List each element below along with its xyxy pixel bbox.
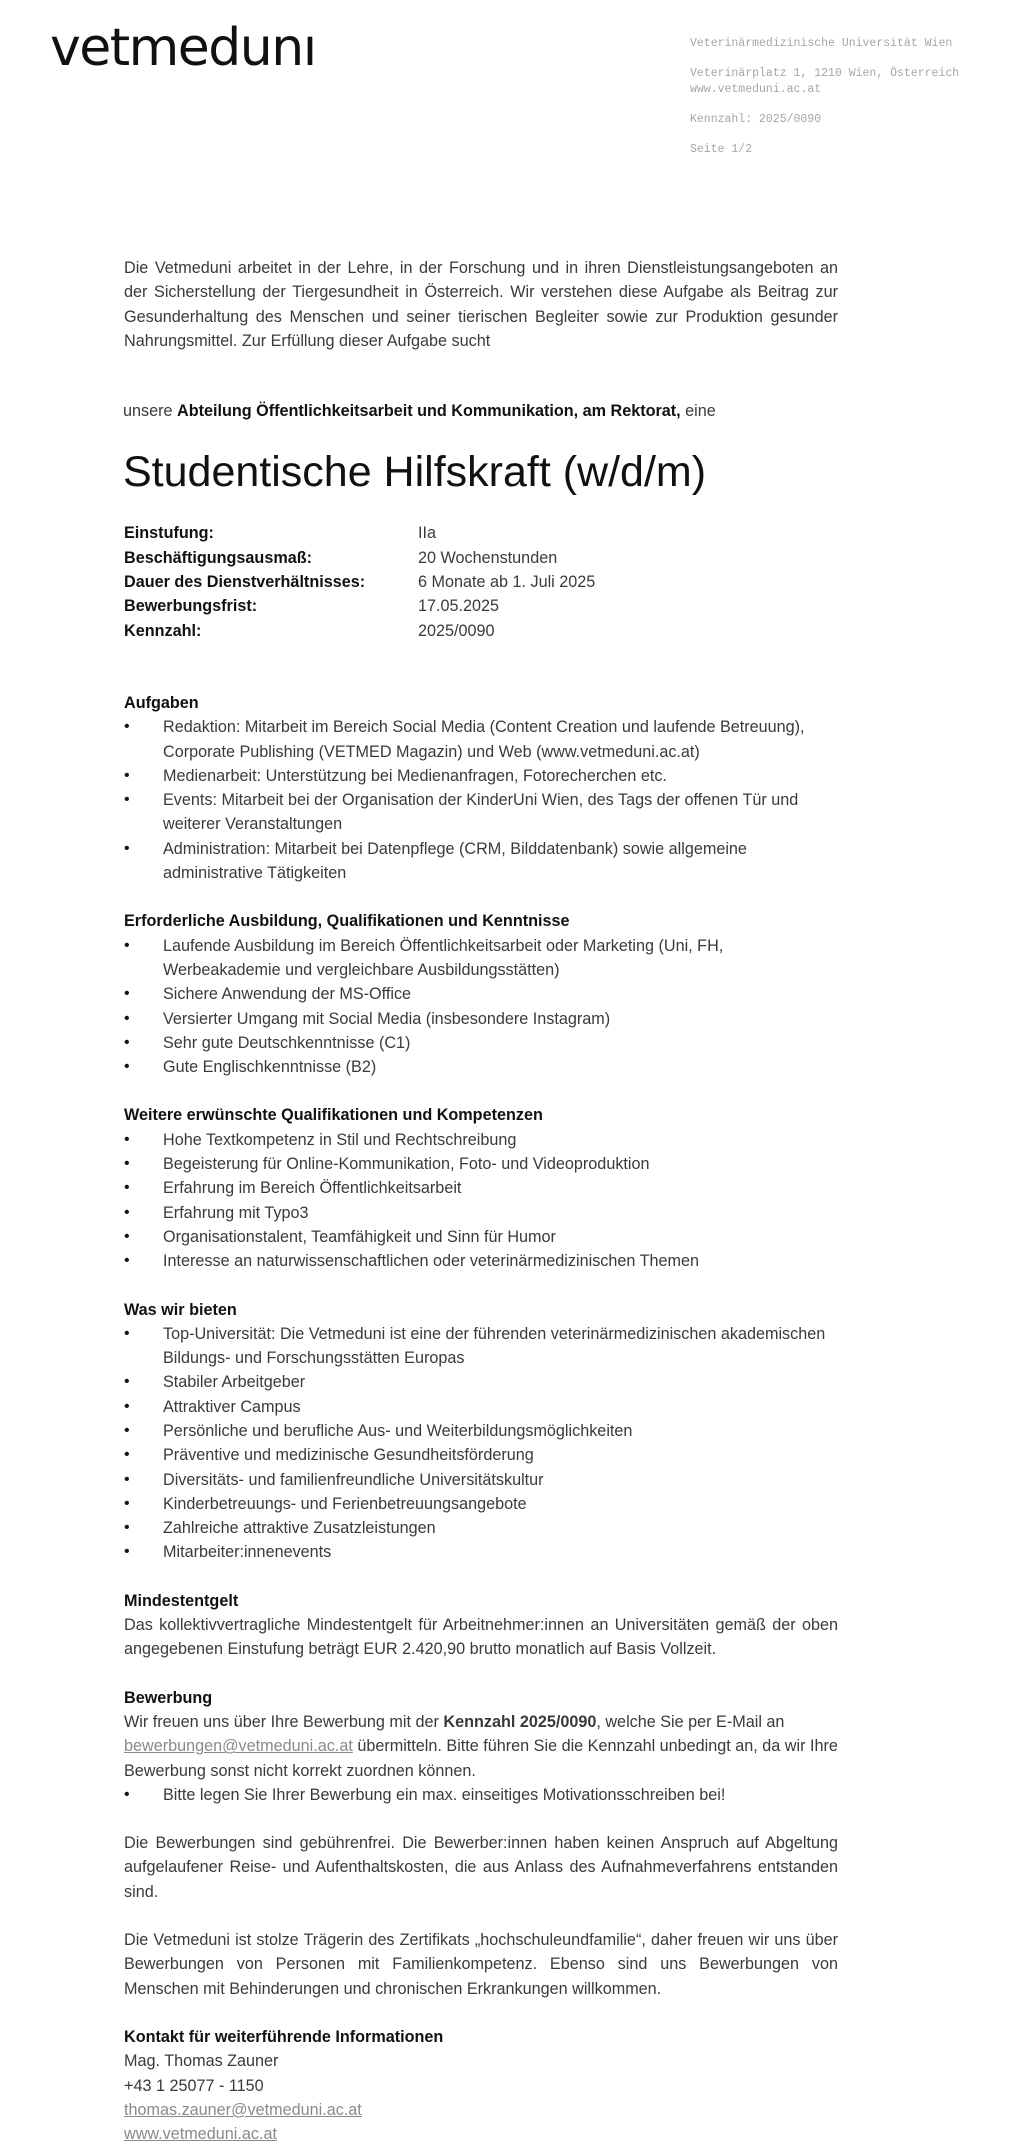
list-item: • Versierter Umgang mit Social Media (insbesondere Instagram)	[124, 1007, 838, 1031]
department-suffix: eine	[680, 402, 716, 421]
section-bieten	[124, 1298, 838, 1565]
fact-row	[124, 521, 838, 545]
list-item: • Persönliche und berufliche Aus- und Weiterbildungsmöglichkeiten	[124, 1419, 838, 1443]
fact-value: 2025/0090	[418, 621, 495, 640]
list-item: • Sehr gute Deutschkenntnisse (C1)	[124, 1031, 838, 1055]
list-item: • Sichere Anwendung der MS-Office	[124, 982, 838, 1006]
application-text-part: übermitteln. Bitte führen Sie die Kennzahl unbedingt an, da wir Ihre Bewerbung sonst nicht korrekt zuordnen können.	[124, 1737, 838, 1780]
list-item: • Präventive und medizinische Gesundheitsförderung	[124, 1443, 838, 1467]
fact-value: IIa	[418, 524, 436, 543]
list-item: • Hohe Textkompetenz in Stil und Rechtschreibung	[124, 1128, 838, 1152]
department-prefix: unsere	[123, 402, 177, 421]
institution-address: Veterinärplatz 1, 1210 Wien, Österreich	[690, 67, 960, 80]
section-bewerbung	[124, 1686, 838, 2001]
list-item: • Zahlreiche attraktive Zusatzleistungen	[124, 1516, 838, 1540]
fact-value: 20 Wochenstunden	[418, 548, 558, 567]
list-item: • Erfahrung mit Typo3	[124, 1201, 838, 1225]
department-name: Abteilung Öffentlichkeitsarbeit und Kommunikation, am Rektorat,	[177, 402, 681, 421]
benefits-list	[124, 1322, 838, 1565]
section-erwuenscht	[124, 1103, 838, 1273]
desired-qualifications-list	[124, 1128, 838, 1274]
institution-website: www.vetmeduni.ac.at	[690, 83, 822, 96]
contact-name: Mag. Thomas Zauner	[124, 2052, 279, 2071]
section-title: Erforderliche Ausbildung, Qualifikationen und Kenntnisse	[124, 912, 570, 931]
list-item: • Erfahrung im Bereich Öffentlichkeitsarbeit	[124, 1176, 838, 1200]
list-item: • Diversitäts- und familienfreundliche Universitätskultur	[124, 1468, 838, 1492]
list-item: • Top-Universität: Die Vetmeduni ist eine der führenden veterinärmedizinischen akademischen Bildungs- und Forschungsstätten Europas	[124, 1322, 838, 1371]
section-title: Bewerbung	[124, 1688, 213, 1707]
contact-email-link[interactable]: thomas.zauner@vetmeduni.ac.at	[124, 2100, 362, 2119]
job-facts	[124, 521, 838, 642]
section-erforderlich	[124, 909, 838, 1079]
list-item: • Gute Englischkenntnisse (B2)	[124, 1055, 838, 1079]
task-list	[124, 715, 838, 885]
page-number: Seite 1/2	[690, 143, 753, 156]
intro-paragraph: Die Vetmeduni arbeitet in der Lehre, in der Forschung und in ihren Dienstleistungsangeboten an der Sicherstellung der Tiergesundheit in Österreich. Wir verstehen diese Aufgabe als Beitrag zur Gesunderhaltung des Menschen und seiner tierischen Begleiter sowie zur Produktion gesunder Nahrungsmittel. Zur Erfüllung dieser Aufgabe sucht	[124, 259, 838, 350]
fact-label: Einstufung:	[124, 524, 214, 543]
list-item: • Redaktion: Mitarbeit im Bereich Social Media (Content Creation und laufende Betreuung), Corporate Publishing (VETMED Magazin) und Web (www.vetmeduni.ac.at)	[124, 715, 838, 764]
list-item: • Events: Mitarbeit bei der Organisation der KinderUni Wien, des Tags der offenen Tür und weiterer Veranstaltungen	[124, 788, 838, 837]
list-item: • Organisationstalent, Teamfähigkeit und Sinn für Humor	[124, 1225, 838, 1249]
application-reference: Kennzahl 2025/0090	[443, 1712, 597, 1731]
section-title: Weitere erwünschte Qualifikationen und Kompetenzen	[124, 1106, 543, 1125]
list-item: • Medienarbeit: Unterstützung bei Medienanfragen, Fotorecherchen etc.	[124, 764, 838, 788]
fact-value: 17.05.2025	[418, 597, 500, 616]
list-item: • Stabiler Arbeitgeber	[124, 1370, 838, 1394]
fact-row	[124, 546, 838, 570]
section-title: Mindestentgelt	[124, 1591, 239, 1610]
fact-row	[124, 570, 838, 594]
list-item: • Mitarbeiter:innenevents	[124, 1540, 838, 1564]
job-posting-body	[124, 256, 838, 2146]
application-text-part: , welche Sie per E-Mail an	[596, 1712, 785, 1731]
fact-value: 6 Monate ab 1. Juli 2025	[418, 573, 596, 592]
application-text	[124, 1710, 838, 1783]
section-title: Aufgaben	[124, 693, 199, 712]
list-item: • Kinderbetreuungs- und Ferienbetreuungsangebote	[124, 1492, 838, 1516]
fact-label: Kennzahl:	[124, 621, 202, 640]
family-paragraph: Die Vetmeduni ist stolze Trägerin des Zertifikats „hochschuleundfamilie“, daher freuen wir uns über Bewerbungen von Personen mit Familienkompetenz. Ebenso sind uns Bewerbungen von Menschen mit Behinderungen und chronischen Erkrankungen willkommen.	[124, 1931, 838, 1998]
section-kontakt	[124, 2025, 838, 2146]
list-item: • Begeisterung für Online-Kommunikation, Foto- und Videoproduktion	[124, 1152, 838, 1176]
requirements-list	[124, 934, 838, 1080]
institution-name: Veterinärmedizinische Universität Wien	[690, 37, 953, 50]
application-text-part: Wir freuen uns über Ihre Bewerbung mit der	[124, 1712, 444, 1731]
contact-phone: +43 1 25077 - 1150	[124, 2076, 264, 2095]
reference-number: Kennzahl: 2025/0090	[690, 113, 822, 126]
contact-website-link[interactable]: www.vetmeduni.ac.at	[124, 2125, 277, 2144]
fact-label: Bewerbungsfrist:	[124, 597, 258, 616]
list-item: • Interesse an naturwissenschaftlichen oder veterinärmedizinischen Themen	[124, 1249, 838, 1273]
fact-label: Dauer des Dienstverhältnisses:	[124, 573, 366, 592]
section-title: Was wir bieten	[124, 1300, 237, 1319]
fact-row	[124, 594, 838, 618]
application-email-link[interactable]: bewerbungen@vetmeduni.ac.at	[124, 1737, 353, 1756]
fact-row	[124, 619, 838, 643]
section-mindestentgelt	[124, 1589, 838, 1662]
list-item: • Laufende Ausbildung im Bereich Öffentlichkeitsarbeit oder Marketing (Uni, FH, Werbeakademie und vergleichbare Ausbildungsstätten)	[124, 934, 838, 983]
job-title: Studentische Hilfskraft (w/d/m)	[123, 448, 707, 497]
vetmeduni-logo: vetmedunı	[50, 18, 316, 78]
list-item: • Attraktiver Campus	[124, 1395, 838, 1419]
fact-label: Beschäftigungsausmaß:	[124, 548, 312, 567]
salary-text: Das kollektivvertragliche Mindestentgelt für Arbeitnehmer:innen an Universitäten gemäß der oben angegebenen Einstufung beträgt EUR 2.420,90 brutto monatlich auf Basis Vollzeit.	[124, 1616, 838, 1659]
application-notes-list	[124, 1783, 838, 1807]
letterhead-info	[690, 36, 959, 158]
list-item: • Administration: Mitarbeit bei Datenpflege (CRM, Bilddatenbank) sowie allgemeine administrative Tätigkeiten	[124, 837, 838, 886]
section-title: Kontakt für weiterführende Informationen	[124, 2027, 444, 2046]
fees-paragraph: Die Bewerbungen sind gebührenfrei. Die Bewerber:innen haben keinen Anspruch auf Abgeltung aufgelaufener Reise- und Aufenthaltskosten, die aus Anlass des Aufnahmeverfahrens entstanden sind.	[124, 1834, 838, 1901]
list-item: • Bitte legen Sie Ihrer Bewerbung ein max. einseitiges Motivationsschreiben bei!	[124, 1783, 838, 1807]
section-aufgaben	[124, 691, 838, 885]
department-line	[123, 399, 838, 423]
